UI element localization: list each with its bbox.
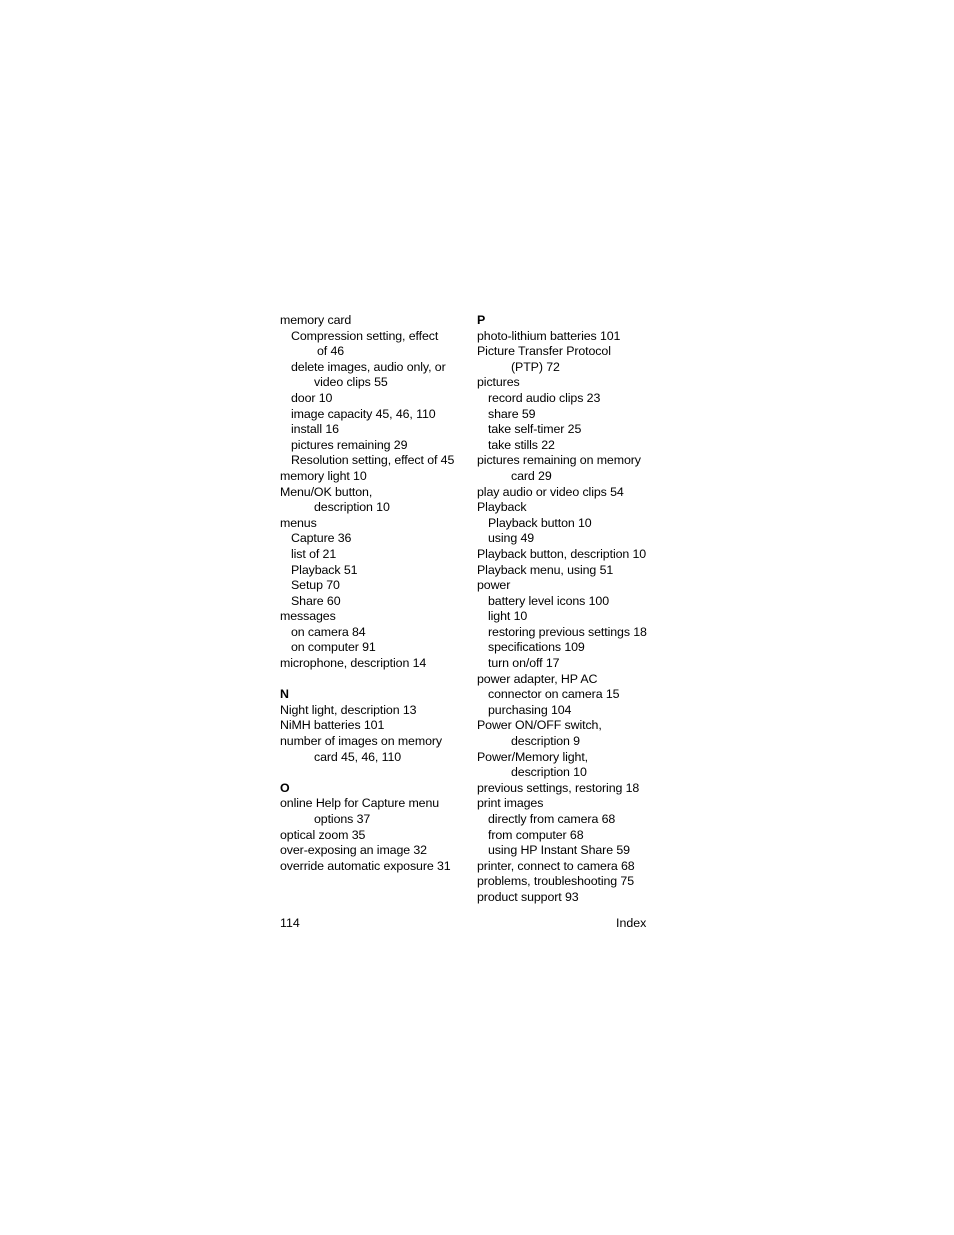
index-entry: memory card	[280, 313, 352, 327]
index-entry: online Help for Capture menu	[280, 796, 440, 811]
index-entry-continuation: description 10	[314, 500, 390, 515]
index-entry-continuation: description 10	[511, 765, 587, 780]
index-subentry: on computer 91	[291, 640, 376, 655]
index-subentry: purchasing 104	[488, 702, 572, 717]
index-entry-continuation: card 45, 46, 110	[314, 749, 402, 764]
index-letter-heading: P	[477, 313, 486, 327]
index-entry-continuation: of 46	[317, 344, 345, 359]
index-entry: previous settings, restoring 18	[477, 780, 640, 795]
section-title: Index	[616, 916, 647, 930]
index-subentry: pictures remaining 29	[291, 437, 408, 452]
index-letter-heading: O	[280, 780, 290, 795]
index-entry-continuation: description 9	[511, 734, 580, 749]
index-subentry: light 10	[488, 609, 528, 624]
index-subentry: share 59	[488, 406, 536, 421]
index-subentry: using 49	[488, 531, 535, 546]
index-entry: Night light, description 13	[280, 702, 417, 717]
index-entry: over-exposing an image 32	[280, 843, 427, 858]
index-subentry: specifications 109	[488, 640, 585, 655]
index-column-right	[477, 313, 662, 906]
index-entry: Power/Memory light,	[477, 749, 589, 764]
index-subentry: Share 60	[291, 593, 341, 608]
index-subentry: delete images, audio only, or	[291, 359, 446, 374]
index-entry: NiMH batteries 101	[280, 718, 385, 733]
index-entry: printer, connect to camera 68	[477, 858, 635, 873]
index-subentry: Resolution setting, effect of 45	[291, 453, 455, 468]
index-entry: play audio or video clips 54	[477, 484, 624, 499]
index-subentry: from computer 68	[488, 827, 584, 842]
index-entry: optical zoom 35	[280, 827, 366, 842]
index-entry: menus	[280, 515, 317, 530]
index-subentry: Playback button 10	[488, 515, 592, 530]
index-column-left	[280, 313, 470, 874]
index-subentry: take self-timer 25	[488, 422, 582, 437]
index-entry: Playback menu, using 51	[477, 562, 614, 577]
index-entry: Power ON/OFF switch,	[477, 718, 602, 733]
index-entry: Picture Transfer Protocol	[477, 344, 611, 359]
index-subentry: Setup 70	[291, 578, 340, 593]
section-spacer	[280, 672, 470, 688]
index-subentry: list of 21	[291, 546, 337, 561]
index-entry: pictures remaining on memory	[477, 453, 641, 468]
index-entry-continuation: (PTP) 72	[511, 359, 560, 374]
index-subentry: Compression setting, effect	[291, 328, 439, 343]
index-subentry: battery level icons 100	[488, 593, 609, 608]
index-entry: problems, troubleshooting 75	[477, 874, 635, 889]
index-subentry: image capacity 45, 46, 110	[291, 406, 436, 421]
index-entry-continuation: options 37	[314, 812, 371, 826]
index-subentry: install 16	[291, 422, 339, 437]
index-entry: number of images on memory	[280, 734, 442, 749]
index-entry: memory light 10	[280, 468, 367, 483]
index-subentry: turn on/off 17	[488, 656, 560, 671]
index-entry: power	[477, 578, 511, 593]
index-entry: messages	[280, 609, 336, 624]
index-entry: Playback button, description 10	[477, 546, 647, 561]
index-entry: Playback	[477, 500, 527, 515]
index-subentry: on camera 84	[291, 624, 366, 639]
index-entry: Menu/OK button,	[280, 484, 373, 499]
index-entry-continuation: video clips 55	[314, 375, 388, 390]
index-subentry: using HP Instant Share 59	[488, 843, 630, 858]
index-subentry: Capture 36	[291, 531, 352, 546]
index-subentry: Playback 51	[291, 562, 358, 577]
index-subentry: connector on camera 15	[488, 687, 620, 702]
index-entry: print images	[477, 796, 544, 811]
index-subentry: take stills 22	[488, 437, 555, 452]
index-entry: power adapter, HP AC	[477, 671, 598, 686]
index-subentry: record audio clips 23	[488, 390, 601, 405]
index-entry: photo-lithium batteries 101	[477, 328, 621, 343]
index-letter-heading: N	[280, 687, 289, 702]
section-spacer	[280, 765, 470, 781]
index-subentry: door 10	[291, 390, 333, 405]
index-entry: pictures	[477, 375, 520, 390]
index-entry: product support 93	[477, 889, 579, 904]
index-entry: microphone, description 14	[280, 656, 427, 671]
index-entry-continuation: card 29	[511, 468, 552, 483]
page-number: 114	[280, 916, 300, 930]
index-subentry: directly from camera 68	[488, 812, 616, 826]
index-subentry: restoring previous settings 18	[488, 624, 647, 639]
index-entry: override automatic exposure 31	[280, 858, 451, 873]
